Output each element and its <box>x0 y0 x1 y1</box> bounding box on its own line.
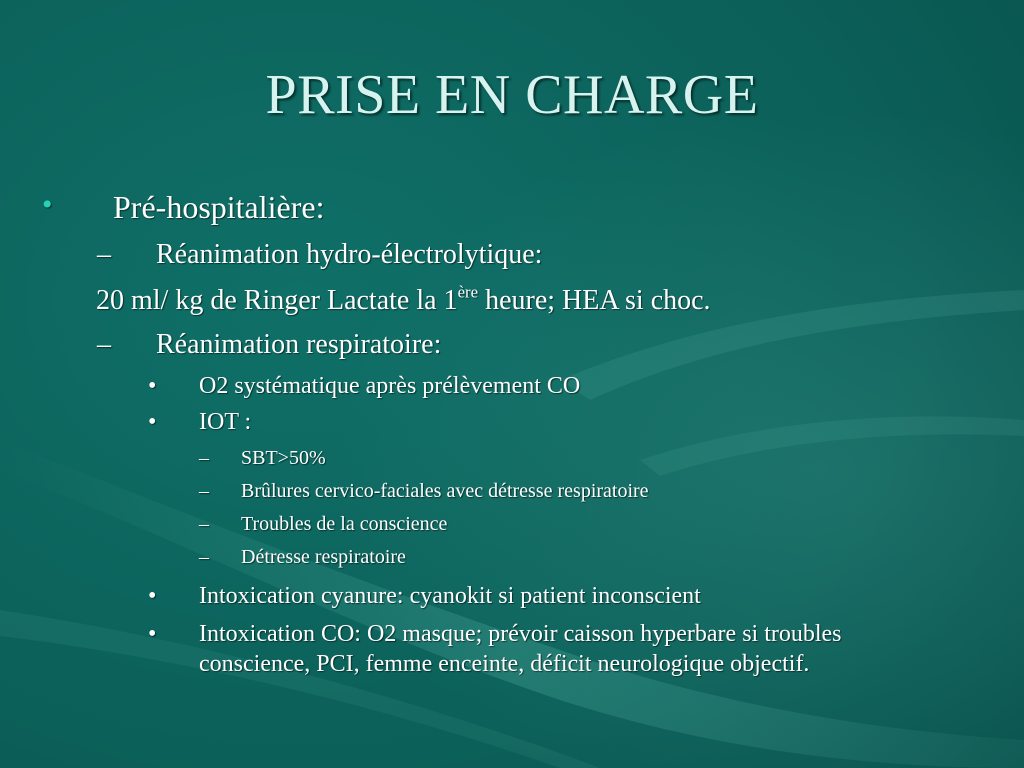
bullet-marker-icon: • <box>148 583 157 609</box>
item-brulures: Brûlures cervico-faciales avec détresse respiratoire <box>241 480 649 502</box>
dash-marker-icon: – <box>97 329 111 360</box>
dash-marker-icon: – <box>199 447 209 469</box>
item-prehospital: Pré-hospitalière: <box>113 189 325 225</box>
ringer-text: 20 ml/ kg de Ringer Lactate la 1 <box>96 285 458 316</box>
item-cyanure: Intoxication cyanure: cyanokit si patient inconscient <box>199 583 701 609</box>
ringer-text-end: heure; HEA si choc. <box>478 285 711 316</box>
item-hydro: Réanimation hydro-électrolytique: <box>156 239 543 270</box>
bullet-marker-icon: • <box>148 621 157 647</box>
item-troubles: Troubles de la conscience <box>241 513 448 535</box>
item-ringer <box>96 284 711 318</box>
ringer-superscript: ère <box>457 282 479 302</box>
item-iot: IOT : <box>199 409 252 435</box>
item-sbt: SBT>50% <box>241 447 326 469</box>
dash-marker-icon: – <box>199 513 209 535</box>
item-detresse: Détresse respiratoire <box>241 546 406 568</box>
item-co-line-2: conscience, PCI, femme enceinte, déficit neurologique objectif. <box>199 651 810 677</box>
item-co-line-1: Intoxication CO: O2 masque; prévoir caisson hyperbare si troubles <box>199 621 842 647</box>
slide-title: PRISE EN CHARGE <box>265 64 759 126</box>
bullet-marker-icon: • <box>148 373 157 399</box>
top-level-bullet-icon: • <box>42 188 53 221</box>
dash-marker-icon: – <box>97 239 111 270</box>
item-o2: O2 systématique après prélèvement CO <box>199 373 581 399</box>
dash-marker-icon: – <box>199 546 209 568</box>
dash-marker-icon: – <box>199 480 209 502</box>
bullet-marker-icon: • <box>148 409 157 435</box>
item-respi: Réanimation respiratoire: <box>156 329 442 360</box>
